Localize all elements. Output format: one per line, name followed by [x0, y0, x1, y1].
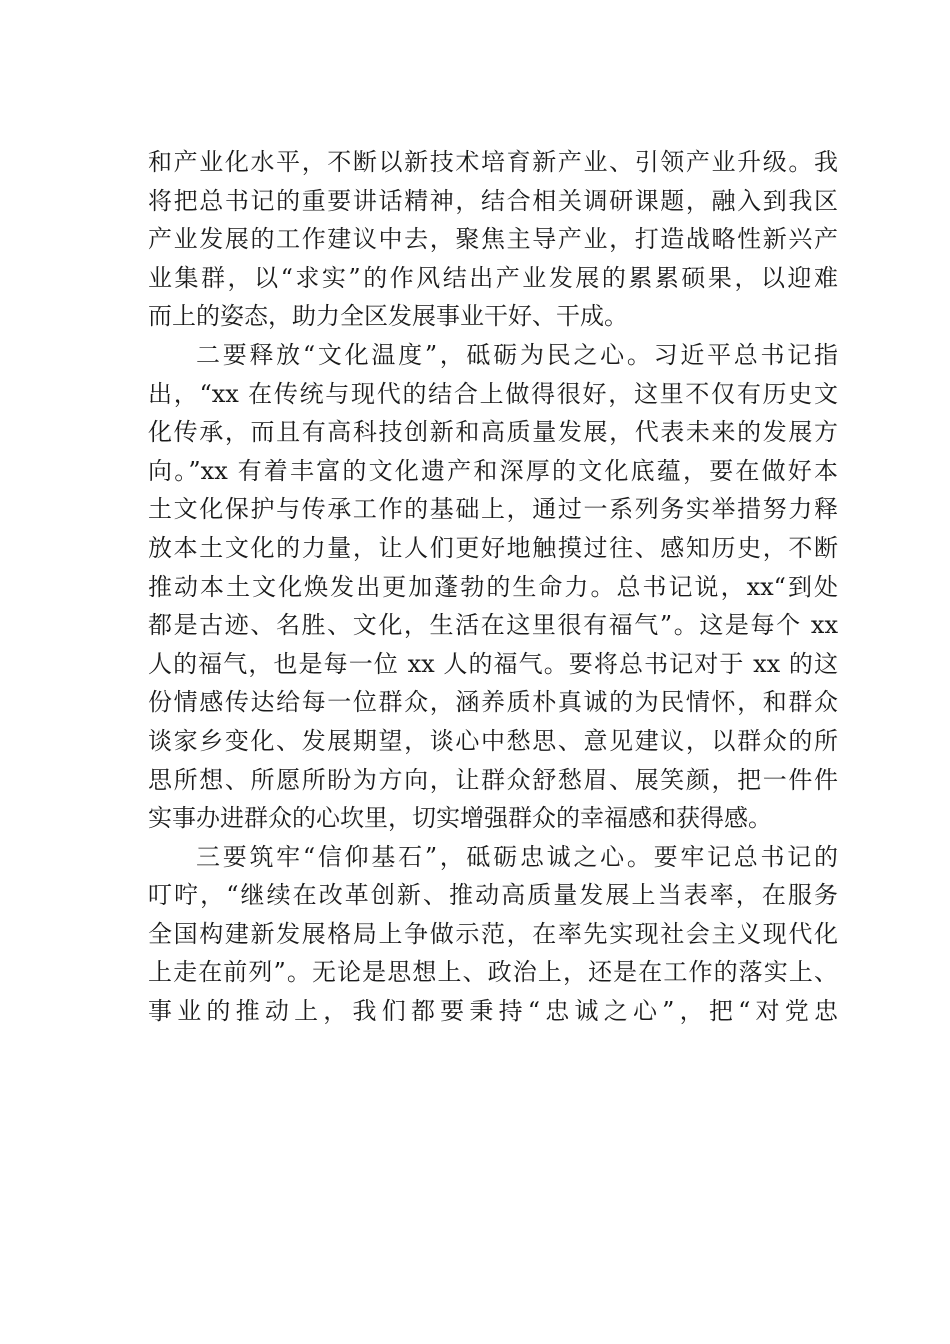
text-line: 事业的推动上，我们都要秉持“忠诚之心”，把“对党忠: [148, 997, 838, 1026]
text-line: 三要筑牢“信仰基石”，砥砺忠诚之心。要牢记总书记的: [196, 842, 838, 871]
text-line: 谈家乡变化、发展期望，谈心中愁思、意见建议，以群众的所: [148, 726, 838, 755]
text-line: 向。”xx 有着丰富的文化遗产和深厚的文化底蕴，要在做好本: [148, 456, 838, 485]
text-line: 化传承，而且有高科技创新和高质量发展，代表未来的发展方: [148, 418, 838, 447]
text-line: 二要释放“文化温度”，砥砺为民之心。习近平总书记指: [196, 340, 838, 369]
text-line: 都是古迹、名胜、文化，生活在这里很有福气”。这是每个 xx: [148, 611, 838, 640]
text-line: 全国构建新发展格局上争做示范，在率先实现社会主义现代化: [148, 919, 838, 948]
text-line: 人的福气，也是每一位 xx 人的福气。要将总书记对于 xx 的这: [148, 649, 838, 678]
text-line: 和产业化水平，不断以新技术培育新产业、引领产业升级。我: [148, 148, 838, 176]
text-line: 业集群，以“求实”的作风结出产业发展的累累硕果，以迎难: [148, 263, 838, 292]
paragraph: [148, 143, 838, 336]
paragraph: [148, 336, 838, 838]
text-line: 产业发展的工作建议中去，聚焦主导产业，打造战略性新兴产: [148, 225, 838, 254]
text-line: 上走在前列”。无论是思想上、政治上，还是在工作的落实上、: [148, 958, 838, 987]
text-line: 思所想、所愿所盼为方向，让群众舒愁眉、展笑颜，把一件件: [148, 765, 838, 794]
text-line: 土文化保护与传承工作的基础上，通过一系列务实举措努力释: [148, 495, 838, 524]
text-line: 叮咛，“继续在改革创新、推动高质量发展上当表率，在服务: [148, 881, 838, 910]
text-line: 份情感传达给每一位群众，涵养质朴真诚的为民情怀，和群众: [148, 688, 838, 717]
text-line: 推动本土文化焕发出更加蓬勃的生命力。总书记说，xx“到处: [148, 572, 838, 601]
text-line: 而上的姿态，助力全区发展事业干好、干成。: [148, 302, 628, 331]
text-line: 放本土文化的力量，让人们更好地触摸过往、感知历史，不断: [148, 533, 838, 562]
text-line: 将把总书记的重要讲话精神，结合相关调研课题，融入到我区: [148, 186, 838, 215]
paragraph: [148, 838, 838, 1031]
text-line: 出，“xx 在传统与现代的结合上做得很好，这里不仅有历史文: [148, 379, 838, 408]
text-line: 实事办进群众的心坎里，切实增强群众的幸福感和获得感。: [148, 804, 772, 833]
document-body: [148, 143, 838, 1031]
